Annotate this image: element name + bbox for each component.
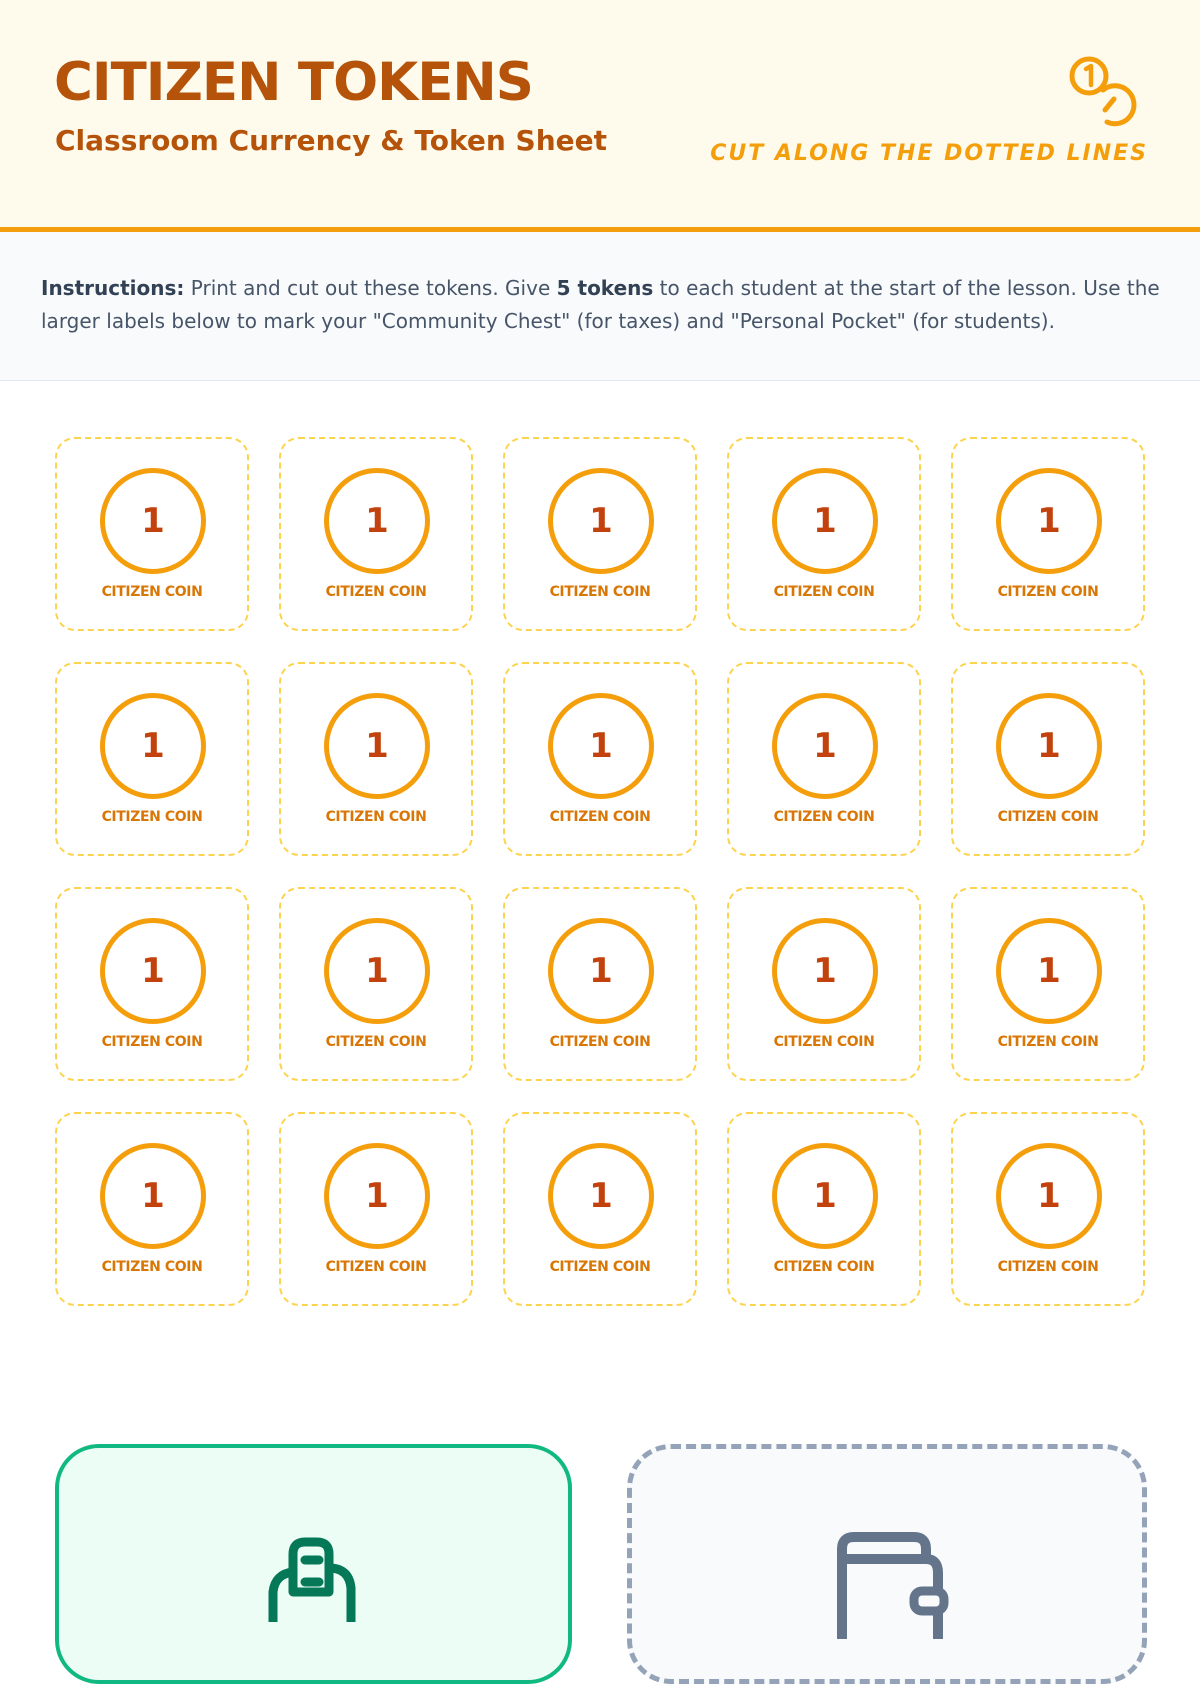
token-count: 5 tokens: [556, 276, 654, 300]
community-chest-label: [55, 1444, 572, 1684]
coin-value: 1: [141, 1176, 165, 1216]
coin-icon: [548, 1143, 654, 1249]
coin-label: CITIZEN COIN: [997, 1259, 1099, 1275]
coin-icon: [548, 468, 654, 574]
coin-label: CITIZEN COIN: [549, 1034, 651, 1050]
coin-value: 1: [141, 501, 165, 541]
token-card: [55, 437, 249, 631]
coin-label: CITIZEN COIN: [997, 584, 1099, 600]
coin-icon: [548, 693, 654, 799]
instructions-panel: [0, 232, 1200, 381]
coin-label: CITIZEN COIN: [325, 1034, 427, 1050]
coin-label: CITIZEN COIN: [997, 809, 1099, 825]
coin-icon: [772, 1143, 878, 1249]
token-card: [279, 1112, 473, 1306]
coin-label: CITIZEN COIN: [997, 1034, 1099, 1050]
coin-value: 1: [1037, 501, 1061, 541]
coin-value: 1: [1037, 951, 1061, 991]
chest-icon: [255, 1532, 383, 1622]
coin-label: CITIZEN COIN: [325, 809, 427, 825]
coin-value: 1: [813, 501, 837, 541]
coin-icon: [324, 918, 430, 1024]
coin-value: 1: [589, 951, 613, 991]
coin-label: CITIZEN COIN: [773, 584, 875, 600]
coin-icon: [996, 1143, 1102, 1249]
coin-icon: [772, 918, 878, 1024]
token-card: [951, 1112, 1145, 1306]
token-card: [55, 1112, 249, 1306]
token-card: [503, 662, 697, 856]
coin-label: CITIZEN COIN: [101, 1034, 203, 1050]
coin-label: CITIZEN COIN: [549, 809, 651, 825]
coin-icon: [996, 918, 1102, 1024]
coin-label: CITIZEN COIN: [101, 1259, 203, 1275]
wallet-icon: [830, 1529, 958, 1639]
coin-label: CITIZEN COIN: [101, 584, 203, 600]
page-subtitle: Classroom Currency & Token Sheet: [55, 124, 607, 157]
coin-value: 1: [813, 1176, 837, 1216]
token-card: [951, 437, 1145, 631]
coin-value: 1: [365, 1176, 389, 1216]
token-card: [503, 1112, 697, 1306]
coin-label: CITIZEN COIN: [549, 1259, 651, 1275]
coin-value: 1: [1037, 726, 1061, 766]
coin-label: CITIZEN COIN: [773, 809, 875, 825]
coin-icon: [100, 693, 206, 799]
coin-icon: [548, 918, 654, 1024]
coin-icon: [324, 1143, 430, 1249]
coin-value: 1: [365, 501, 389, 541]
token-card: [727, 1112, 921, 1306]
token-card: [279, 887, 473, 1081]
token-card: [951, 887, 1145, 1081]
coin-label: CITIZEN COIN: [325, 1259, 427, 1275]
token-card: [279, 662, 473, 856]
coin-value: 1: [141, 726, 165, 766]
coins-icon: [1068, 55, 1148, 135]
coin-icon: [996, 693, 1102, 799]
coin-value: 1: [589, 1176, 613, 1216]
token-card: [727, 437, 921, 631]
token-card: [503, 437, 697, 631]
personal-pocket-label: [627, 1444, 1147, 1684]
coin-value: 1: [141, 951, 165, 991]
token-card: [727, 662, 921, 856]
coin-value: 1: [813, 726, 837, 766]
token-card: [279, 437, 473, 631]
token-card: [951, 662, 1145, 856]
coin-label: CITIZEN COIN: [325, 584, 427, 600]
coin-value: 1: [813, 951, 837, 991]
coin-icon: [324, 693, 430, 799]
coin-label: CITIZEN COIN: [101, 809, 203, 825]
cut-instruction: CUT ALONG THE DOTTED LINES: [710, 141, 1148, 166]
token-card: [55, 662, 249, 856]
coin-label: CITIZEN COIN: [773, 1259, 875, 1275]
token-card: [503, 887, 697, 1081]
token-card: [55, 887, 249, 1081]
page-title: CITIZEN TOKENS: [54, 52, 533, 113]
coin-icon: [100, 468, 206, 574]
instructions-text: Instructions: Print and cut out these tokens. Give 5 tokens to each student at the start of the lesson. Use the larger labels below to mark your "Community Chest" (for taxes) and "Personal Pocket" (for students).: [41, 276, 1160, 333]
token-grid: [55, 437, 1147, 1306]
coin-icon: [772, 693, 878, 799]
coin-value: 1: [1037, 1176, 1061, 1216]
coin-value: 1: [589, 726, 613, 766]
coin-value: 1: [365, 951, 389, 991]
coin-icon: [100, 918, 206, 1024]
instructions-label: Instructions:: [41, 276, 185, 300]
coin-icon: [100, 1143, 206, 1249]
coin-value: 1: [365, 726, 389, 766]
header: [0, 0, 1200, 232]
coin-icon: [996, 468, 1102, 574]
token-card: [727, 887, 921, 1081]
coin-label: CITIZEN COIN: [773, 1034, 875, 1050]
coin-icon: [324, 468, 430, 574]
coin-icon: [772, 468, 878, 574]
coin-label: CITIZEN COIN: [549, 584, 651, 600]
coin-value: 1: [589, 501, 613, 541]
